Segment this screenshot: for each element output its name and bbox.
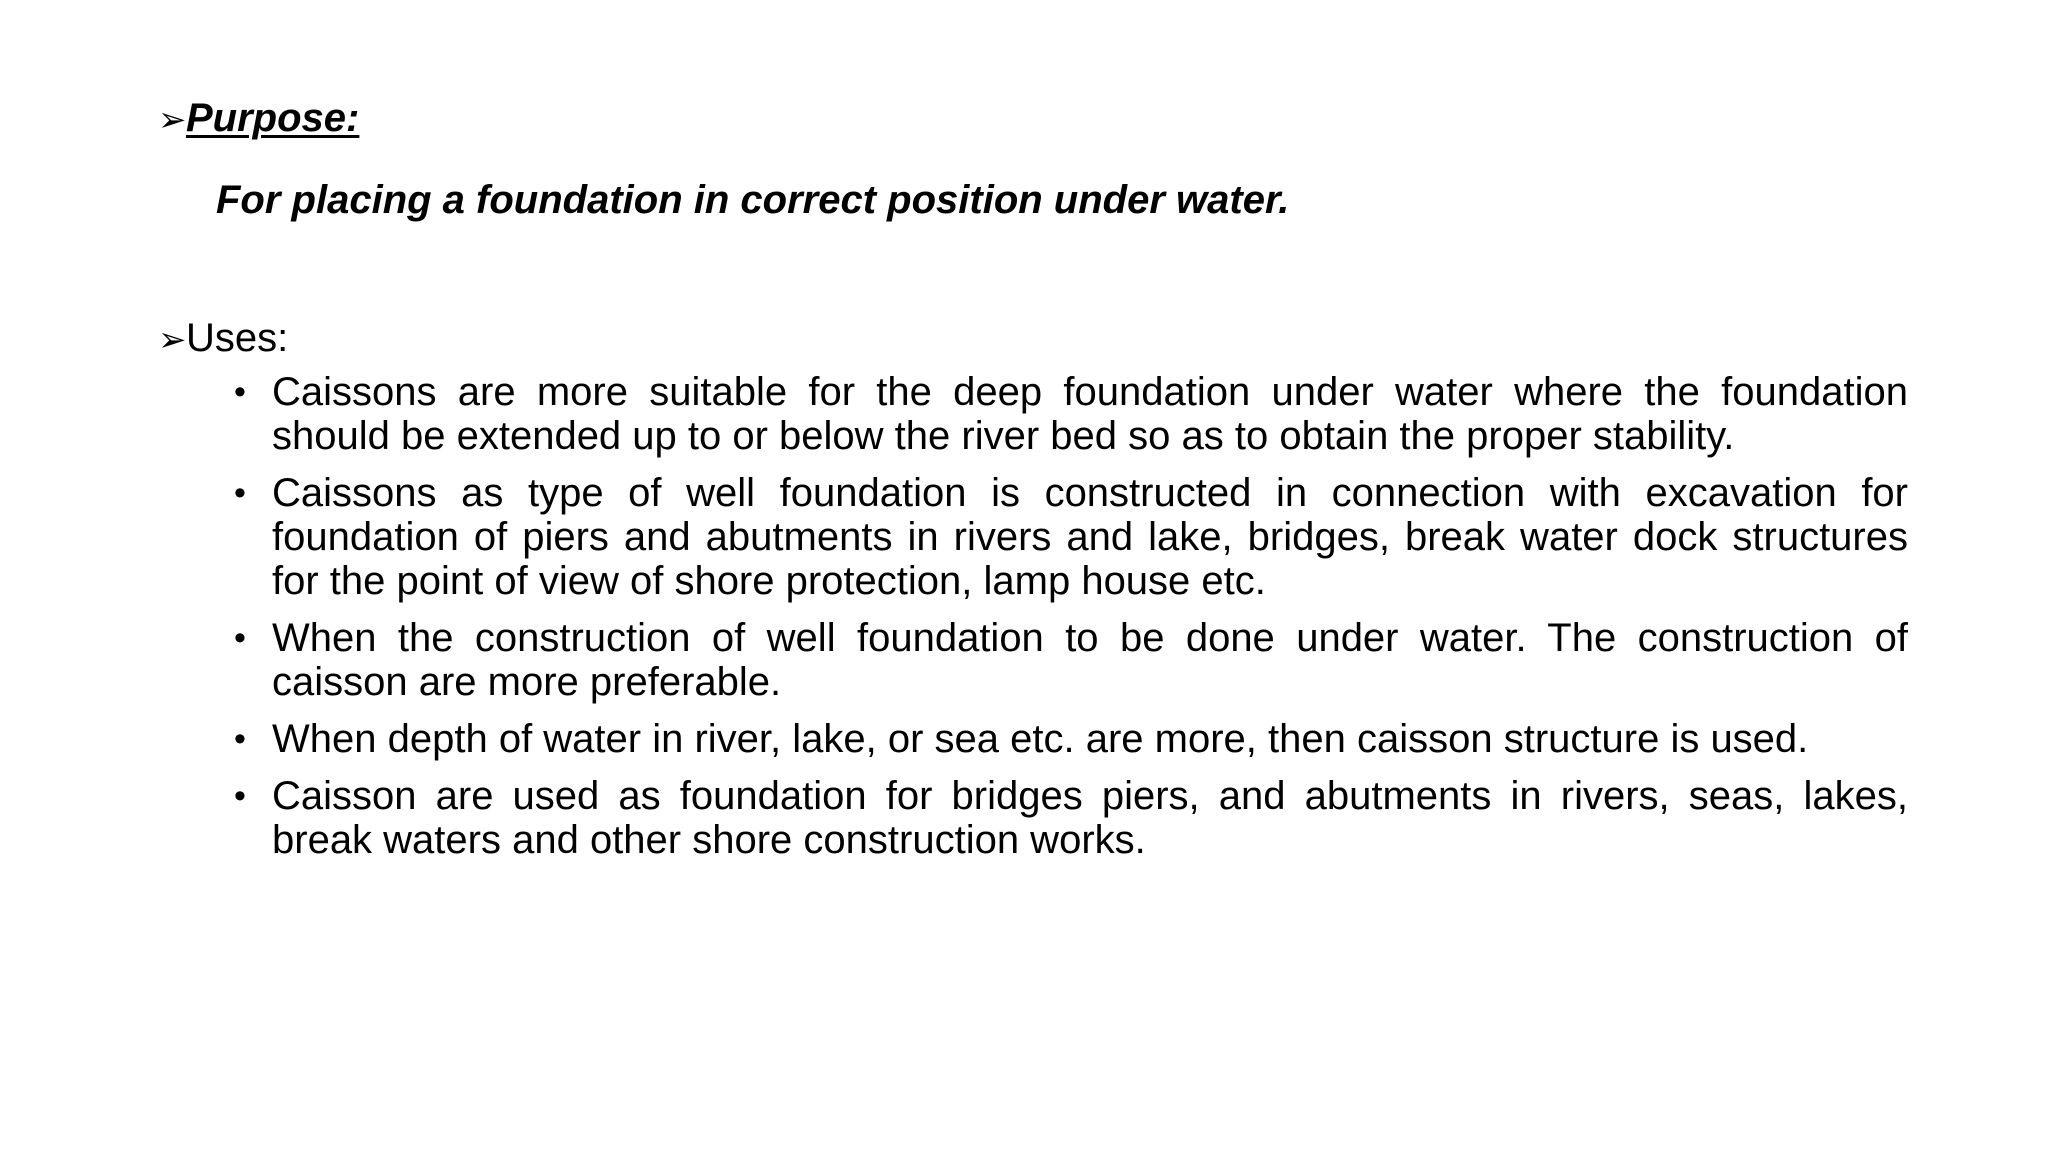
uses-list <box>234 370 1908 875</box>
bullet-icon: • <box>234 777 246 815</box>
list-item-text: When depth of water in river, lake, or sea etc. are more, then caisson structure is used. <box>272 717 1809 761</box>
purpose-heading-label: Purpose: <box>186 96 360 140</box>
purpose-heading <box>158 98 359 138</box>
arrow-bullet-icon: ➢ <box>158 101 187 139</box>
bullet-icon: • <box>234 619 246 657</box>
list-item <box>234 471 1908 603</box>
list-item-text: Caissons are more suitable for the deep foundation under water where the foundation should be extended up to or below the river bed so as to obtain the proper stability. <box>272 370 1908 458</box>
list-item <box>234 616 1908 704</box>
bullet-icon: • <box>234 720 246 758</box>
list-item <box>234 717 1908 761</box>
arrow-bullet-icon: ➢ <box>158 321 187 359</box>
purpose-text: For placing a foundation in correct position under water. <box>216 178 1290 222</box>
list-item <box>234 370 1908 458</box>
list-item <box>234 774 1908 862</box>
list-item-text: When the construction of well foundation to be done under water. The construction of caisson are more preferable. <box>272 616 1908 704</box>
list-item-text: Caissons as type of well foundation is constructed in connection with excavation for foundation of piers and abutments in rivers and lake, bridges, break water dock structures for the point of view of shore protection, lamp house etc. <box>272 471 1908 603</box>
uses-heading <box>158 318 288 358</box>
list-item-text: Caisson are used as foundation for bridges piers, and abutments in rivers, seas, lakes, break waters and other shore construction works. <box>272 774 1908 862</box>
uses-heading-label: Uses: <box>186 316 289 360</box>
bullet-icon: • <box>234 474 246 512</box>
bullet-icon: • <box>234 373 246 411</box>
